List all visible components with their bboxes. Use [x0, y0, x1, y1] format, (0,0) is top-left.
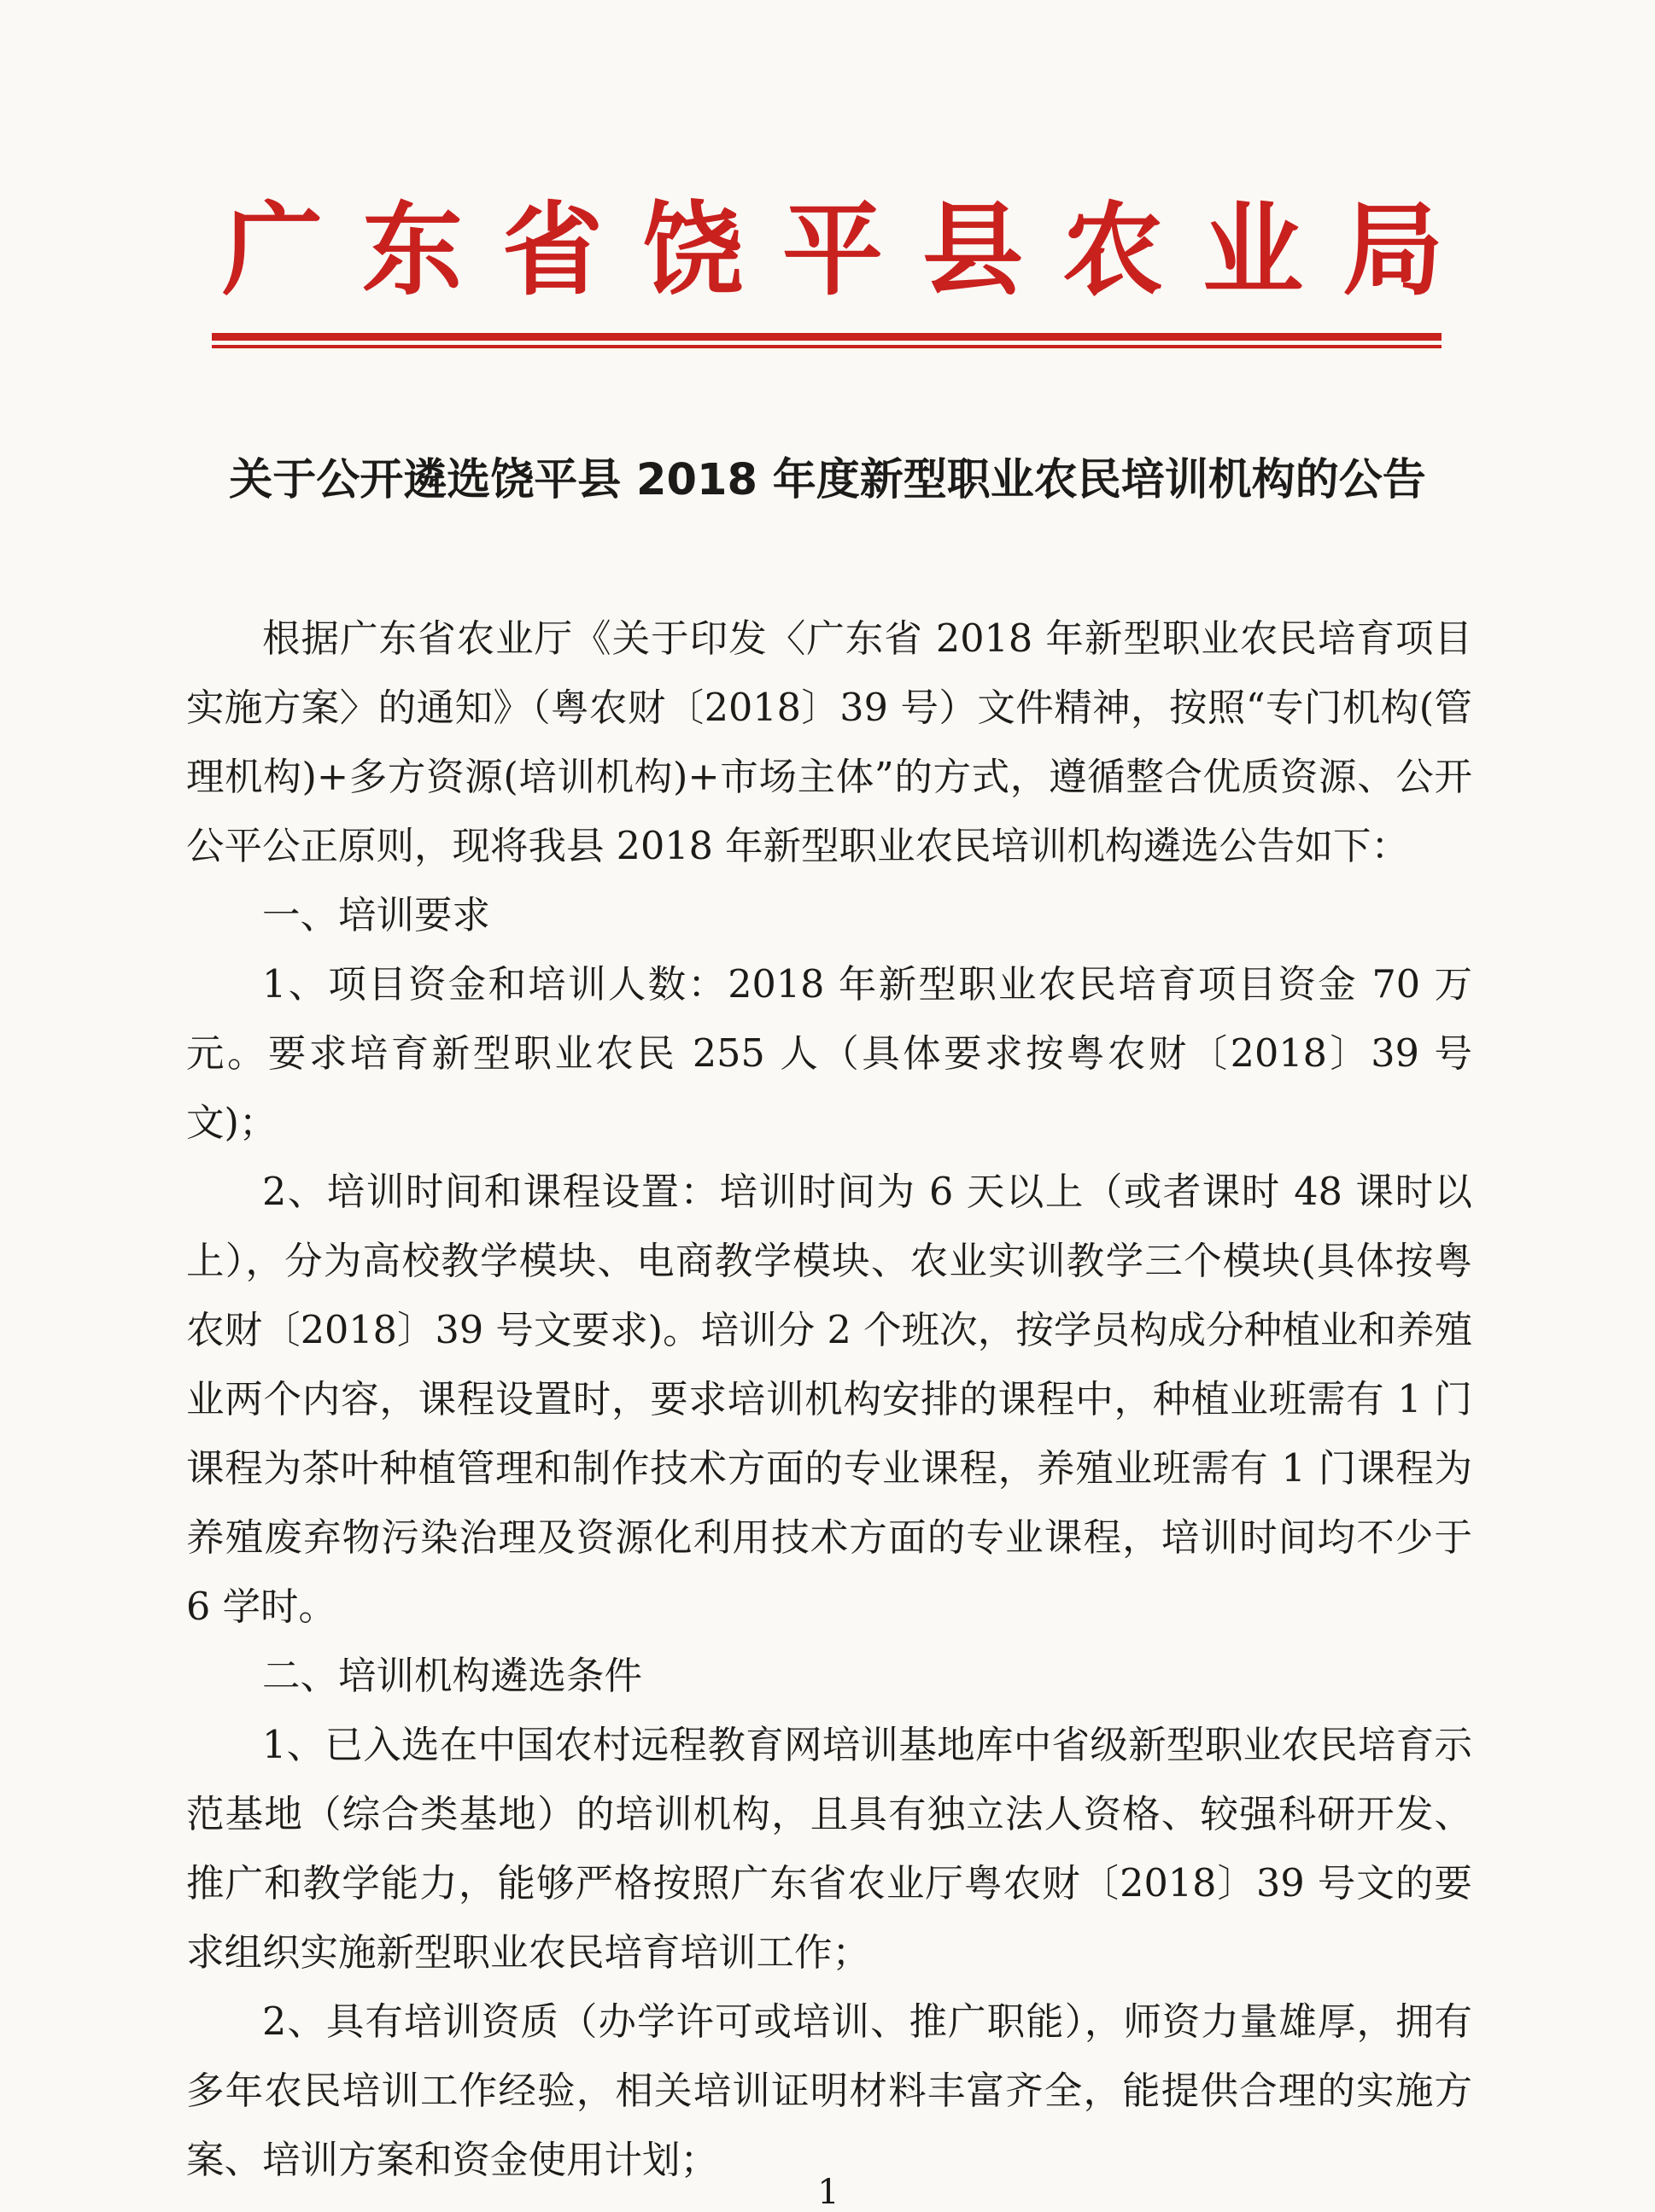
- letterhead-title: 广东省饶平县农业局: [222, 190, 1483, 309]
- letterhead-rule-thin: [212, 345, 1442, 348]
- paragraph-condition-1: 1、已入选在中国农村远程教育网培训基地库中省级新型职业农民培育示范基地（综合类基地）的培训机构，且具有独立法人资格、较强科研开发、推广和教学能力，能够严格按照广东省农业厅粤农财〔2018〕39 号文的要求组织实施新型职业农民培育培训工作；: [186, 1724, 1472, 1975]
- paragraph-intro: 根据广东省农业厅《关于印发〈广东省 2018 年新型职业农民培育项目实施方案〉的通知》（粤农财〔2018〕39 号）文件精神，按照“专门机构(管理机构)+多方资源(培训机构)+市场主体”的方式，遵循整合优质资源、公开公平公正原则，现将我县 2018 年新型职业农民培训机构遴选公告如下：: [186, 617, 1472, 868]
- section-heading-1: 一、培训要求: [262, 894, 491, 937]
- document-body: [186, 604, 1472, 2195]
- page-number: 1: [817, 2173, 839, 2212]
- paragraph-funding: 1、项目资金和培训人数：2018 年新型职业农民培育项目资金 70 万元。要求培育新型职业农民 255 人（具体要求按粤农财〔2018〕39 号文)；: [186, 963, 1472, 1145]
- paragraph-condition-2: 2、具有培训资质（办学许可或培训、推广职能），师资力量雄厚，拥有多年农民培训工作经验，相关培训证明材料丰富齐全，能提供合理的实施方案、培训方案和资金使用计划；: [186, 2000, 1472, 2182]
- section-heading-2: 二、培训机构遴选条件: [262, 1655, 643, 1698]
- paragraph-schedule: 2、培训时间和课程设置：培训时间为 6 天以上（或者课时 48 课时以上），分为高校教学模块、电商教学模块、农业实训教学三个模块(具体按粤农财〔2018〕39 号文要求)。培训分 2 个班次，按学员构成分种植业和养殖业两个内容，课程设置时，要求培训机构安排的课程中，种植业班需有 1 门课程为茶叶种植管理和制作技术方面的专业课程，养殖业班需有 1 门课程为养殖废弃物污染治理及资源化利用技术方面的专业课程，培训时间均不少于 6 学时。: [186, 1170, 1472, 1629]
- letterhead-rule-thick: [212, 333, 1442, 341]
- document-title: 关于公开遴选饶平县 2018 年度新型职业农民培训机构的公告: [229, 455, 1426, 505]
